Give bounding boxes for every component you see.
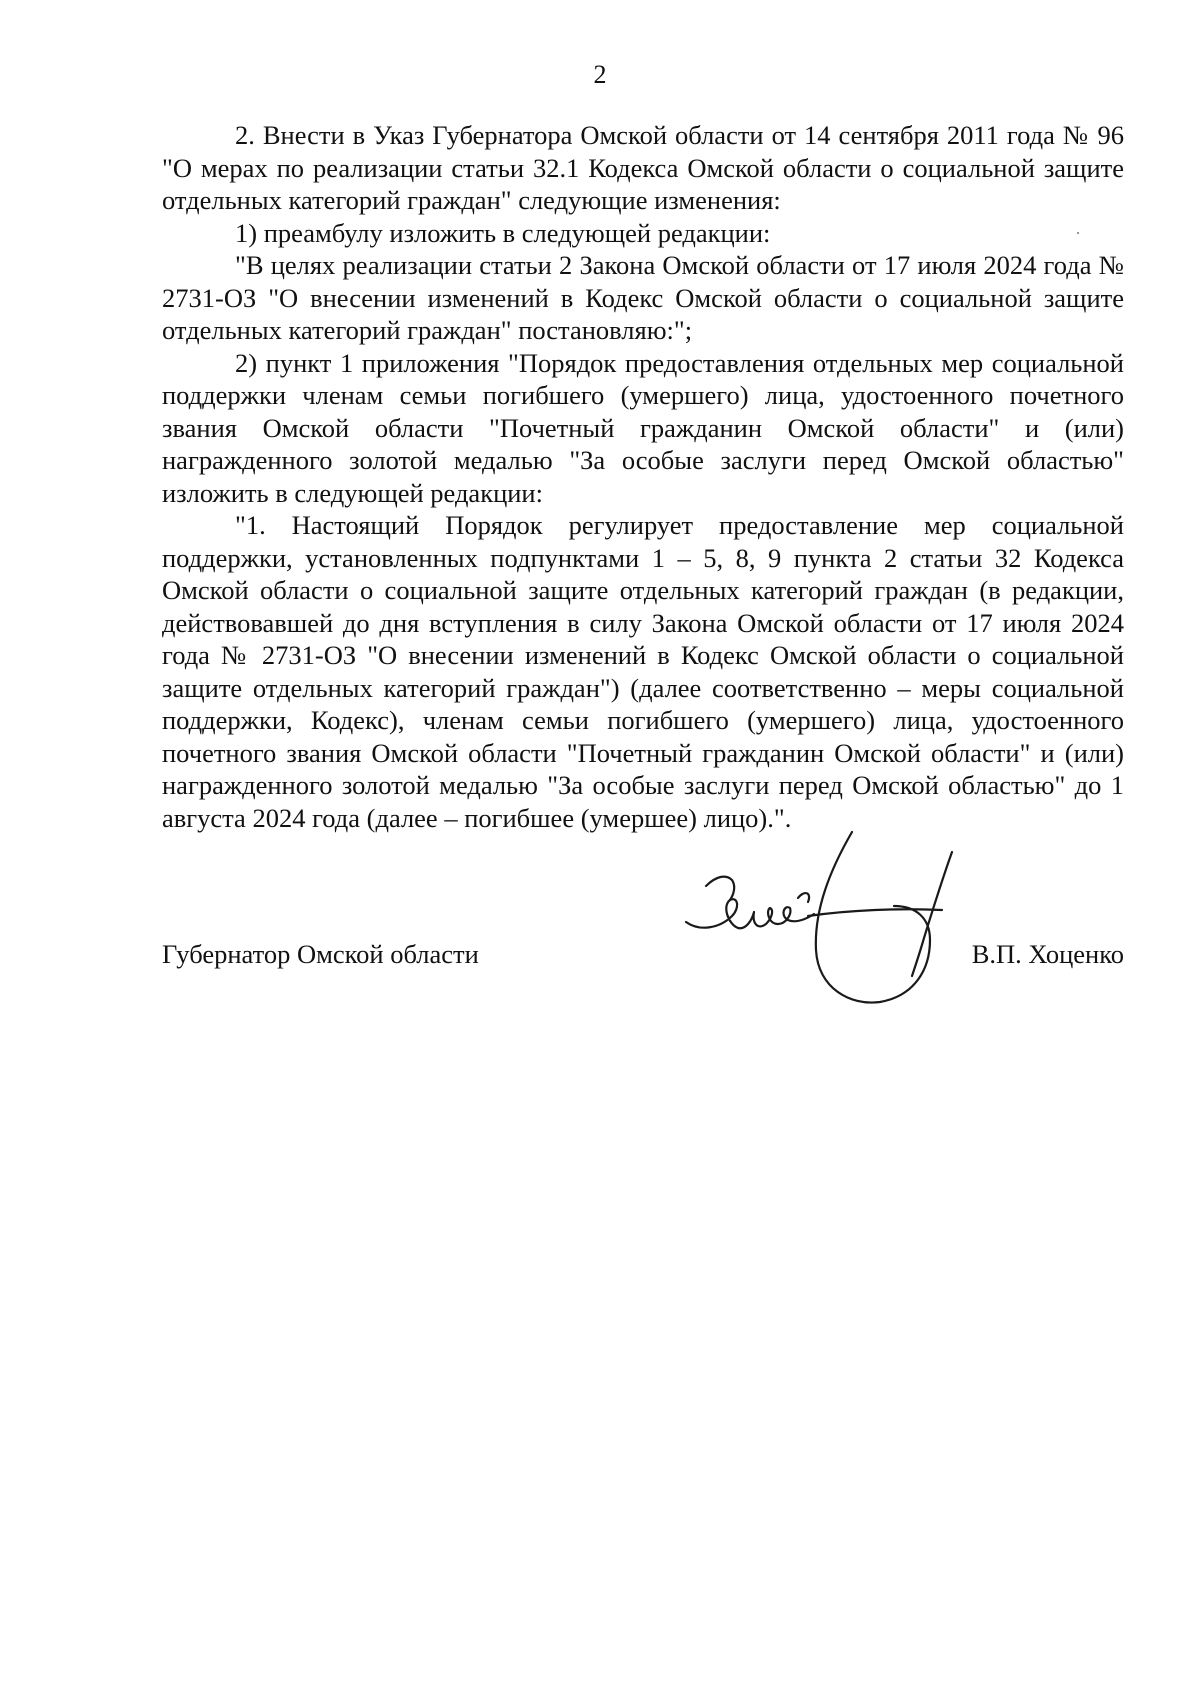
signature-block bbox=[162, 928, 1124, 988]
paragraph-item-2: 2) пункт 1 приложения "Порядок предоставления отдельных мер социальной поддержки членам семьи погибшего (умершего) лица, удостоенного почетного звания Омской области "Почетный гражданин Омской области" и (или) награжденного золотой медалью "За особые заслуги перед Омской областью" изложить в следующей редакции: bbox=[162, 347, 1124, 508]
document-body bbox=[162, 119, 1124, 834]
paragraph-amendment-intro: 2. Внести в Указ Губернатора Омской области от 14 сентября 2011 года № 96 "О мерах по реализации статьи 32.1 Кодекса Омской области о социальной защите отдельных категорий граждан" следующие изменения: bbox=[162, 120, 1124, 215]
signatory-name: В.П. Хоценко bbox=[971, 939, 1124, 969]
signatory-title: Губернатор Омской области bbox=[162, 939, 479, 969]
paragraph-item-1: 1) преамбулу изложить в следующей редакции: bbox=[235, 217, 771, 248]
page-number: 2 bbox=[593, 60, 607, 89]
paragraph-point-1-text: "1. Настоящий Порядок регулирует предоставление мер социальной поддержки, установленных подпунктами 1 – 5, 8, 9 пункта 2 статьи 32 Кодекса Омской области о социальной защите отдельных категорий граждан (в редакции, действовавшей до дня вступления в силу Закона Омской области от 17 июля 2024 года № 2731-ОЗ "О внесении изменений в Кодекс Омской области о социальной защите отдельных категорий граждан") (далее соответственно – меры социальной поддержки, Кодекс), членам семьи погибшего (умершего) лица, удостоенного почетного звания Омской области "Почетный гражданин Омской области" и (или) награжденного золотой медалью "За особые заслуги перед Омской областью" до 1 августа 2024 года (далее – погибшее (умершее) лицо).". bbox=[162, 510, 1124, 833]
paragraph-preamble-text: "В целях реализации статьи 2 Закона Омской области от 17 июля 2024 года № 2731-ОЗ "О внесении изменений в Кодекс Омской области о социальной защите отдельных категорий граждан" постановляю:"; bbox=[162, 250, 1124, 345]
handwritten-signature bbox=[680, 820, 970, 1020]
